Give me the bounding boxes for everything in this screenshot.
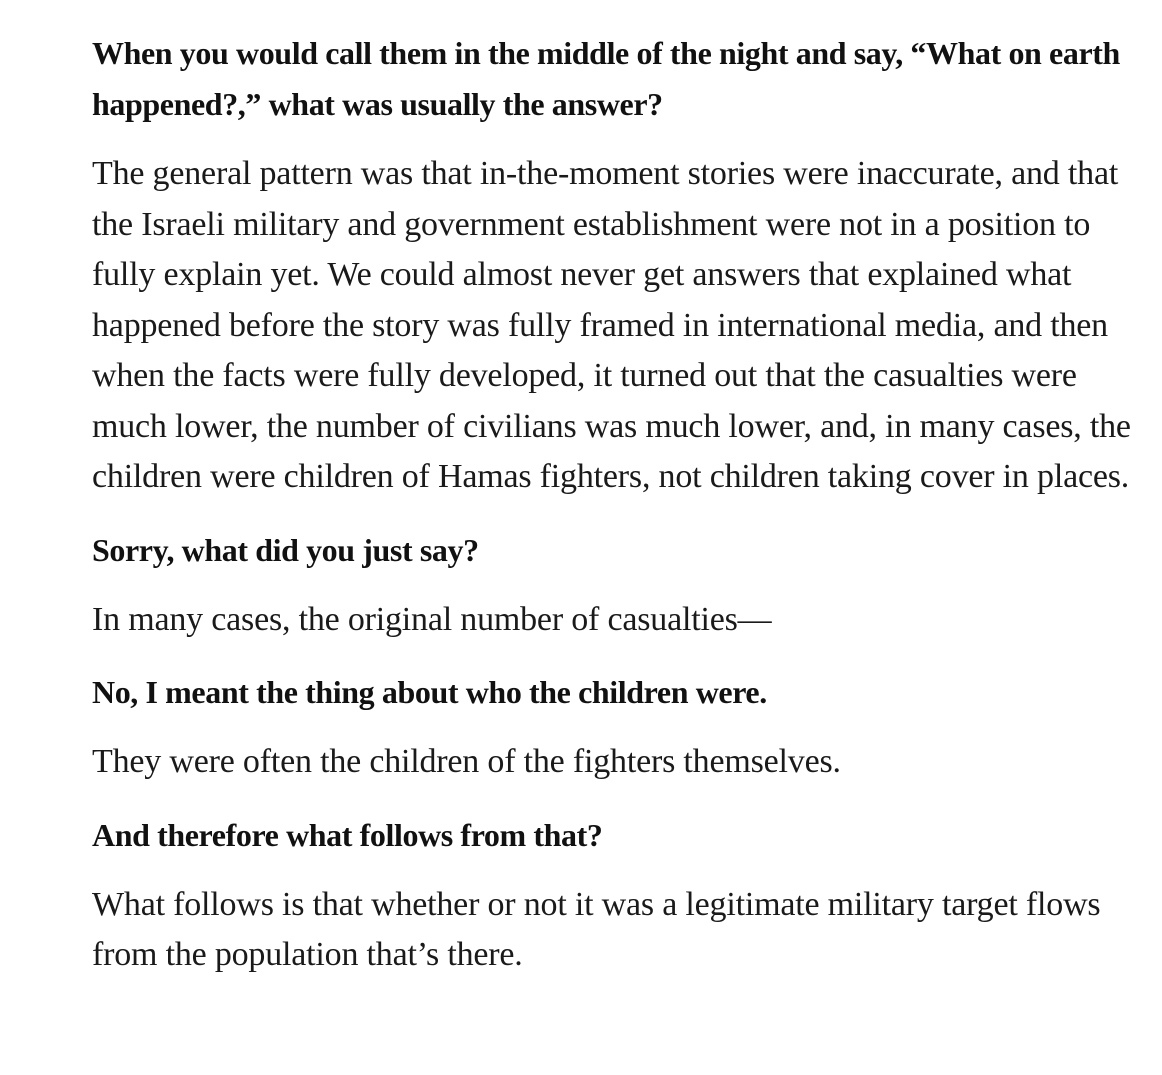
interview-question-4: And therefore what follows from that? [92,816,603,853]
interview-answer-1: The general pattern was that in-the-moment stories were inaccurate, and that the Israeli military and government establishment were not in a position to fully explain yet. We could almost never get answers that explained what happened before the story was fully framed in international media, and then when the facts were fully developed, it turned out that the casualties were much lower, the number of civilians was much lower, and, in many cases, the children were children of Hamas fighters, not children taking cover in places. [92,155,1131,495]
interview-article [92,28,1132,981]
interview-question-1: When you would call them in the middle of the night and say, “What on earth happened?,” what was usually the answer? [92,35,1120,122]
interview-question-2: Sorry, what did you just say? [92,531,479,568]
interview-answer-3: They were often the children of the fighters themselves. [92,743,841,780]
interview-answer-2: In many cases, the original number of casualties— [92,600,772,638]
interview-question-3: No, I meant the thing about who the children were. [92,674,767,710]
interview-answer-4: What follows is that whether or not it was a legitimate military target flows from the population that’s there. [92,885,1101,973]
